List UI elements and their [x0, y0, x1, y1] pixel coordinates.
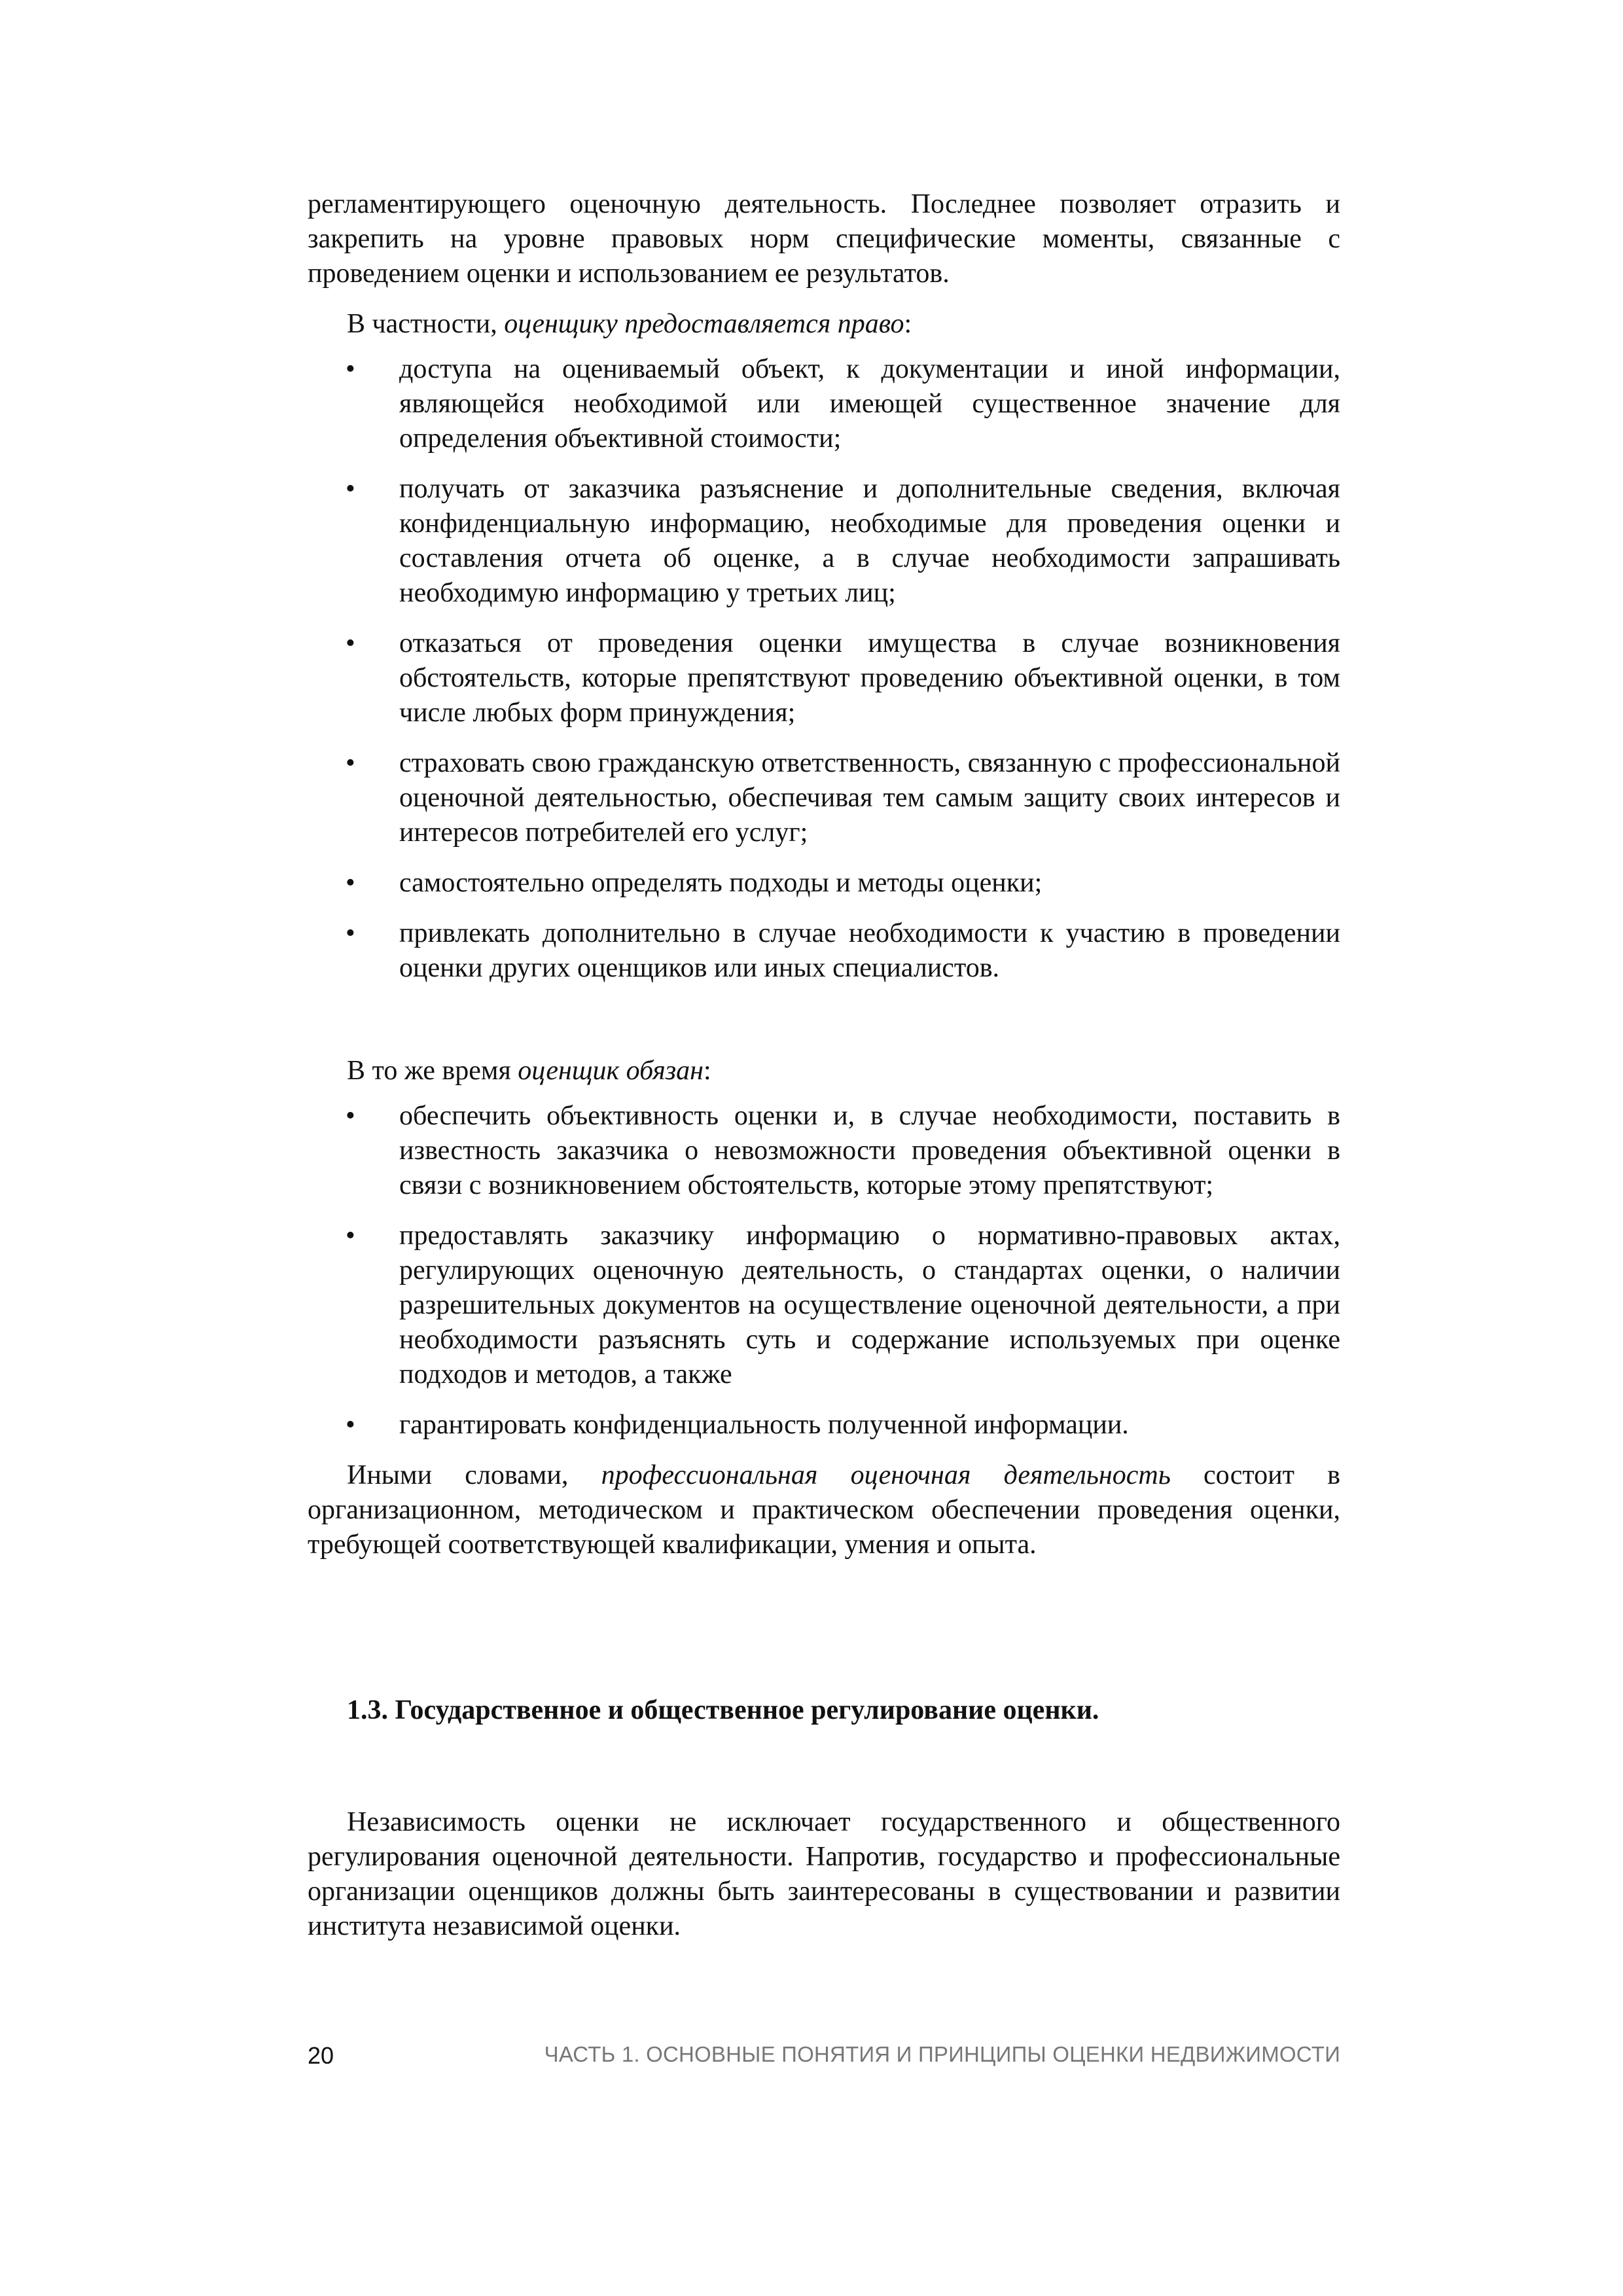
duties-lead-prefix: В то же время	[347, 1056, 518, 1086]
rights-item-text: самостоятельно определять подходы и методы оценки;	[399, 868, 1043, 898]
duties-lead-suffix: :	[703, 1056, 711, 1086]
rights-item-text: привлекать дополнительно в случае необходимости к участию в проведении оценки других оценщиков или иных специалистов.	[399, 918, 1340, 983]
closing-suffix: состоит в организационном, методическом и практическом обеспечении проведения оценки, требующей соответствующей квалификации, умения и опыта.	[308, 1460, 1341, 1560]
page-body	[308, 187, 1340, 1944]
section-paragraph: Независимость оценки не исключает государственного и общественного регулирования оценочной деятельности. Напротив, государство и профессиональные организации оценщиков должны быть заинтересованы в существовании и развитии института независимой оценки.	[308, 1807, 1340, 1941]
rights-lead	[308, 307, 1340, 342]
duties-item-text: гарантировать конфиденциальность полученной информации.	[399, 1410, 1129, 1440]
intro-paragraph: регламентирующего оценочную деятельность. Последнее позволяет отразить и закрепить на уровне правовых норм специфические моменты, связанные с проведением оценки и использованием ее результатов.	[308, 189, 1340, 289]
rights-item	[308, 916, 1340, 986]
duties-item-text: обеспечить объективность оценки и, в случае необходимости, поставить в известность заказчика о невозможности проведения объективной оценки в связи с возникновением обстоятельств, которые этому препятствуют;	[399, 1101, 1340, 1200]
duties-item	[308, 1099, 1340, 1203]
bullet-icon: •	[346, 1101, 355, 1131]
bullet-icon: •	[346, 1221, 355, 1251]
duties-lead-emphasis: оценщик обязан	[518, 1056, 704, 1086]
closing-prefix: Иными словами,	[347, 1460, 601, 1490]
page-footer	[308, 2042, 1340, 2081]
duties-item	[308, 1408, 1340, 1443]
duties-list	[308, 1099, 1340, 1443]
rights-item	[308, 472, 1340, 611]
duties-item	[308, 1219, 1340, 1392]
rights-item-text: получать от заказчика разъяснение и дополнительные сведения, включая конфиденциальную информацию, необходимые для проведения оценки и составления отчета об оценке, а в случае необходимости запрашивать необходимую информацию у третьих лиц;	[399, 474, 1340, 608]
rights-item-text: доступа на оцениваемый объект, к документации и иной информации, являющейся необходимой или имеющей существенное значение для определения объективной стоимости;	[399, 354, 1340, 454]
bullet-icon: •	[346, 354, 355, 384]
rights-item	[308, 626, 1340, 730]
bullet-icon: •	[346, 628, 355, 658]
page-number: 20	[308, 2042, 334, 2069]
duties-lead	[308, 1054, 1340, 1088]
rights-lead-emphasis: оценщику предоставляется право	[504, 309, 904, 339]
bullet-icon: •	[346, 868, 355, 898]
closing-paragraph	[308, 1458, 1340, 1562]
rights-lead-suffix: :	[904, 309, 912, 339]
running-title: ЧАСТЬ 1. ОСНОВНЫЕ ПОНЯТИЯ И ПРИНЦИПЫ ОЦЕНКИ НЕДВИЖИМОСТИ	[544, 2042, 1340, 2066]
duties-item-text: предоставлять заказчику информацию о нормативно-правовых актах, регулирующих оценочную деятельность, о стандартах оценки, о наличии разрешительных документов на осуществление оценочной деятельности, а при необходимости разъяснять суть и содержание используемых при оценке подходов и методов, а также	[399, 1221, 1340, 1390]
bullet-icon: •	[346, 1410, 355, 1440]
bullet-icon: •	[346, 474, 355, 504]
rights-item	[308, 866, 1340, 901]
rights-list	[308, 352, 1340, 986]
bullet-icon: •	[346, 918, 355, 948]
rights-item	[308, 352, 1340, 456]
rights-item-text: отказаться от проведения оценки имущества в случае возникновения обстоятельств, которые препятствуют проведению объективной оценки, в том числе любых форм принуждения;	[399, 628, 1340, 728]
closing-emphasis: профессиональная оценочная деятельность	[601, 1460, 1171, 1490]
bullet-icon: •	[346, 748, 355, 778]
rights-lead-prefix: В частности,	[347, 309, 505, 339]
rights-item	[308, 746, 1340, 850]
section-heading: 1.3. Государственное и общественное регулирование оценки.	[347, 1695, 1099, 1725]
rights-item-text: страховать свою гражданскую ответственность, связанную с профессиональной оценочной деятельностью, обеспечивая тем самым защиту своих интересов и интересов потребителей его услуг;	[399, 748, 1340, 848]
